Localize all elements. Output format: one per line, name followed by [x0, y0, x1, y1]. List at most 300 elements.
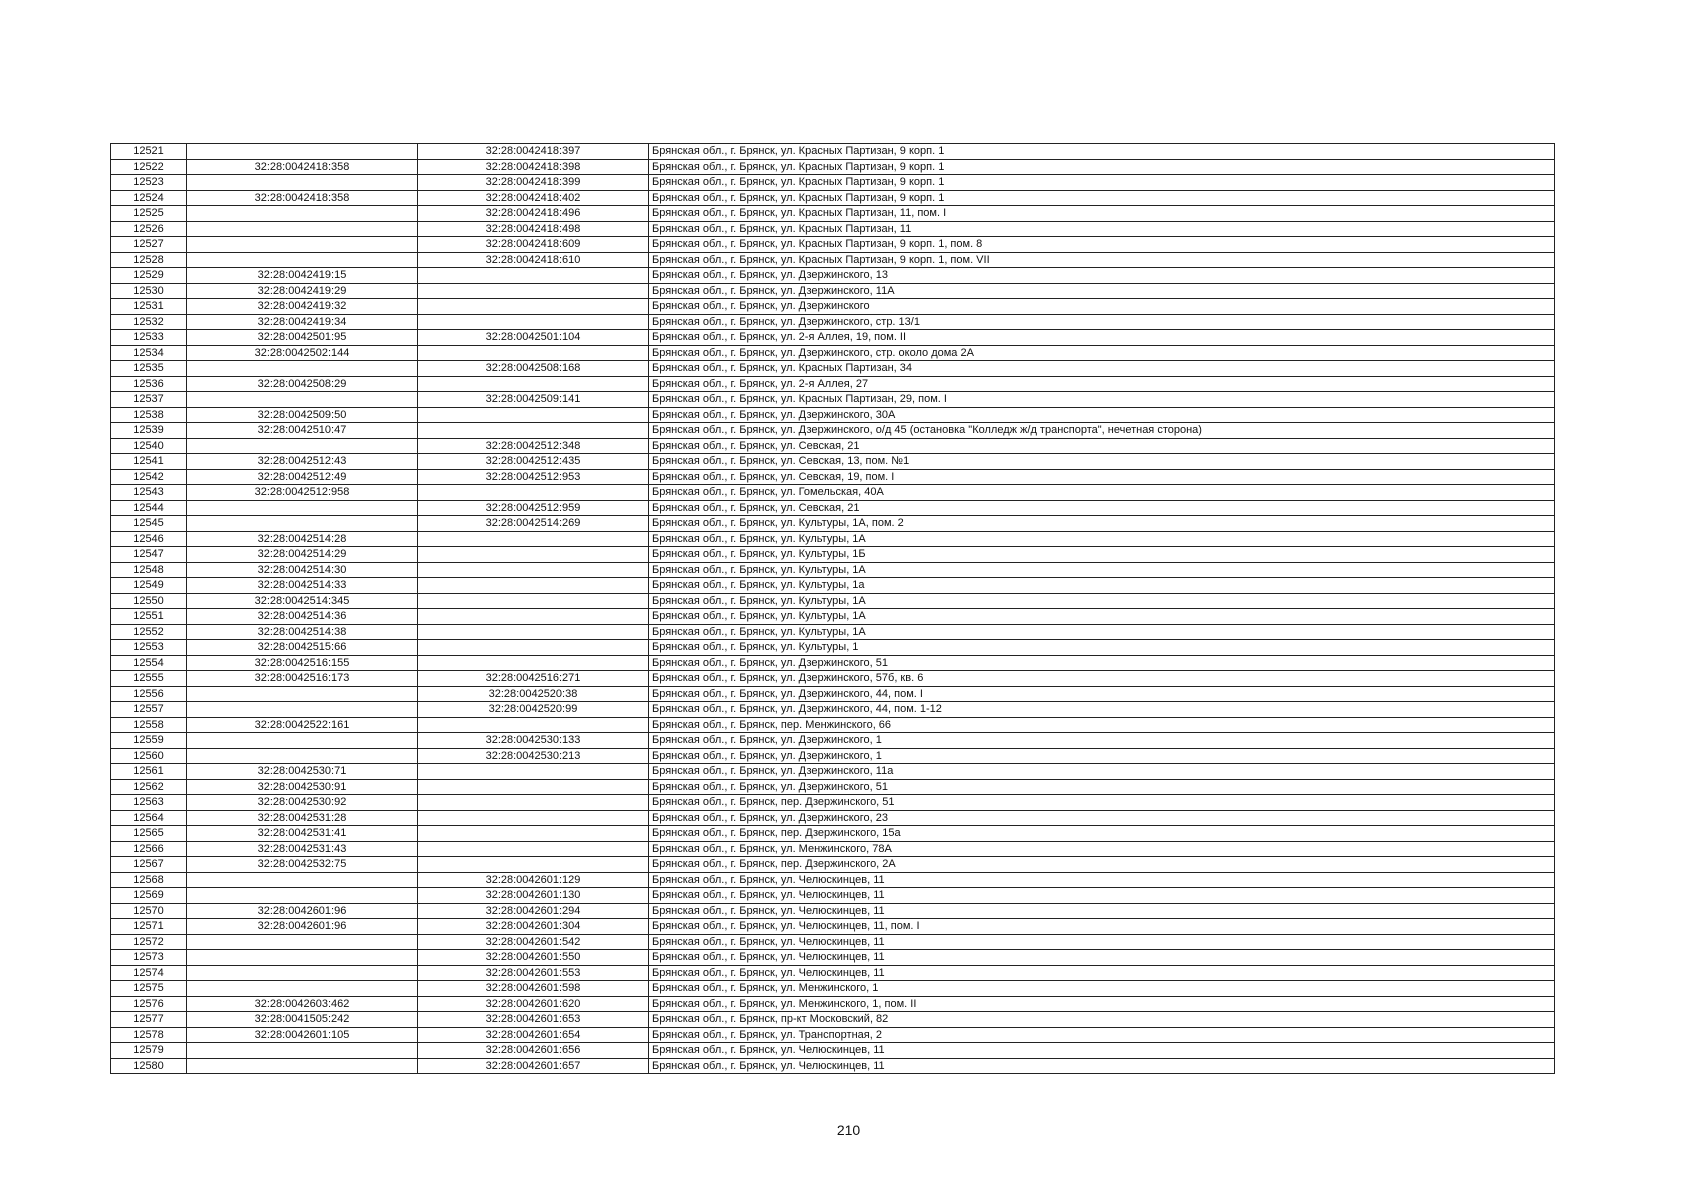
object-cadastral-cell — [418, 717, 649, 733]
parcel-cadastral-cell: 32:28:0042418:358 — [187, 190, 418, 206]
object-cadastral-cell: 32:28:0042418:498 — [418, 221, 649, 237]
row-number-cell: 12555 — [111, 671, 187, 687]
object-cadastral-cell — [418, 810, 649, 826]
parcel-cadastral-cell — [187, 981, 418, 997]
table-row — [111, 748, 1555, 764]
row-number-cell: 12576 — [111, 996, 187, 1012]
object-cadastral-cell — [418, 609, 649, 625]
row-number-cell: 12534 — [111, 345, 187, 361]
address-cell: Брянская обл., г. Брянск, ул. Дзержинского, 23 — [649, 810, 1555, 826]
object-cadastral-cell — [418, 624, 649, 640]
table-row — [111, 283, 1555, 299]
address-cell: Брянская обл., г. Брянск, ул. Менжинского, 1 — [649, 981, 1555, 997]
parcel-cadastral-cell: 32:28:0042516:155 — [187, 655, 418, 671]
row-number-cell: 12552 — [111, 624, 187, 640]
parcel-cadastral-cell — [187, 950, 418, 966]
table-row — [111, 1043, 1555, 1059]
address-cell: Брянская обл., г. Брянск, ул. Дзержинского, 57б, кв. 6 — [649, 671, 1555, 687]
table-row — [111, 516, 1555, 532]
row-number-cell: 12573 — [111, 950, 187, 966]
parcel-cadastral-cell — [187, 516, 418, 532]
row-number-cell: 12575 — [111, 981, 187, 997]
table-row — [111, 485, 1555, 501]
object-cadastral-cell: 32:28:0042512:959 — [418, 500, 649, 516]
object-cadastral-cell — [418, 407, 649, 423]
row-number-cell: 12546 — [111, 531, 187, 547]
address-cell: Брянская обл., г. Брянск, пер. Менжинского, 66 — [649, 717, 1555, 733]
address-cell: Брянская обл., г. Брянск, ул. Севская, 13, пом. №1 — [649, 454, 1555, 470]
table-row — [111, 764, 1555, 780]
address-cell: Брянская обл., г. Брянск, ул. Дзержинского, 1 — [649, 748, 1555, 764]
row-number-cell: 12559 — [111, 733, 187, 749]
object-cadastral-cell: 32:28:0042418:402 — [418, 190, 649, 206]
address-cell: Брянская обл., г. Брянск, ул. Красных Партизан, 9 корп. 1, пом. VII — [649, 252, 1555, 268]
address-cell: Брянская обл., г. Брянск, ул. Культуры, 1А — [649, 562, 1555, 578]
object-cadastral-cell: 32:28:0042418:397 — [418, 144, 649, 160]
object-cadastral-cell: 32:28:0042418:399 — [418, 175, 649, 191]
address-cell: Брянская обл., г. Брянск, пер. Дзержинского, 15а — [649, 826, 1555, 842]
table-row — [111, 609, 1555, 625]
object-cadastral-cell — [418, 640, 649, 656]
object-cadastral-cell: 32:28:0042601:130 — [418, 888, 649, 904]
object-cadastral-cell: 32:28:0042601:129 — [418, 872, 649, 888]
object-cadastral-cell — [418, 562, 649, 578]
address-cell: Брянская обл., г. Брянск, ул. Дзержинского, стр. около дома 2А — [649, 345, 1555, 361]
address-cell: Брянская обл., г. Брянск, ул. Культуры, 1Б — [649, 547, 1555, 563]
table-row — [111, 857, 1555, 873]
object-cadastral-cell: 32:28:0042601:653 — [418, 1012, 649, 1028]
row-number-cell: 12535 — [111, 361, 187, 377]
object-cadastral-cell — [418, 826, 649, 842]
table-row — [111, 330, 1555, 346]
table-row — [111, 795, 1555, 811]
table-row — [111, 237, 1555, 253]
row-number-cell: 12543 — [111, 485, 187, 501]
row-number-cell: 12550 — [111, 593, 187, 609]
object-cadastral-cell: 32:28:0042601:654 — [418, 1027, 649, 1043]
page-number: 210 — [836, 1122, 861, 1138]
address-cell: Брянская обл., г. Брянск, ул. Красных Партизан, 9 корп. 1 — [649, 175, 1555, 191]
table-row — [111, 159, 1555, 175]
address-cell: Брянская обл., г. Брянск, ул. Челюскинцев, 11 — [649, 934, 1555, 950]
parcel-cadastral-cell: 32:28:0042514:30 — [187, 562, 418, 578]
parcel-cadastral-cell: 32:28:0042502:144 — [187, 345, 418, 361]
parcel-cadastral-cell: 32:28:0042514:345 — [187, 593, 418, 609]
row-number-cell: 12533 — [111, 330, 187, 346]
table-row — [111, 175, 1555, 191]
row-number-cell: 12540 — [111, 438, 187, 454]
parcel-cadastral-cell: 32:28:0042501:95 — [187, 330, 418, 346]
parcel-cadastral-cell — [187, 206, 418, 222]
object-cadastral-cell: 32:28:0042418:496 — [418, 206, 649, 222]
row-number-cell: 12564 — [111, 810, 187, 826]
table-row — [111, 407, 1555, 423]
parcel-cadastral-cell: 32:28:0042514:29 — [187, 547, 418, 563]
parcel-cadastral-cell — [187, 934, 418, 950]
row-number-cell: 12532 — [111, 314, 187, 330]
address-cell: Брянская обл., г. Брянск, ул. Челюскинцев, 11 — [649, 1043, 1555, 1059]
object-cadastral-cell: 32:28:0042418:610 — [418, 252, 649, 268]
parcel-cadastral-cell: 32:28:0042601:105 — [187, 1027, 418, 1043]
address-cell: Брянская обл., г. Брянск, ул. Челюскинцев, 11 — [649, 903, 1555, 919]
object-cadastral-cell: 32:28:0042509:141 — [418, 392, 649, 408]
row-number-cell: 12551 — [111, 609, 187, 625]
row-number-cell: 12569 — [111, 888, 187, 904]
table-row — [111, 1012, 1555, 1028]
table-row — [111, 268, 1555, 284]
parcel-cadastral-cell — [187, 221, 418, 237]
table-row — [111, 1027, 1555, 1043]
object-cadastral-cell — [418, 547, 649, 563]
address-cell: Брянская обл., г. Брянск, ул. Челюскинцев, 11 — [649, 950, 1555, 966]
object-cadastral-cell — [418, 376, 649, 392]
address-cell: Брянская обл., г. Брянск, ул. Челюскинцев, 11 — [649, 965, 1555, 981]
row-number-cell: 12529 — [111, 268, 187, 284]
parcel-cadastral-cell: 32:28:0042512:43 — [187, 454, 418, 470]
parcel-cadastral-cell: 32:28:0042419:15 — [187, 268, 418, 284]
table-row — [111, 578, 1555, 594]
row-number-cell: 12545 — [111, 516, 187, 532]
object-cadastral-cell: 32:28:0042512:348 — [418, 438, 649, 454]
object-cadastral-cell: 32:28:0042501:104 — [418, 330, 649, 346]
object-cadastral-cell: 32:28:0042601:656 — [418, 1043, 649, 1059]
object-cadastral-cell — [418, 655, 649, 671]
object-cadastral-cell: 32:28:0042530:133 — [418, 733, 649, 749]
object-cadastral-cell — [418, 593, 649, 609]
table-row — [111, 531, 1555, 547]
object-cadastral-cell — [418, 485, 649, 501]
table-row — [111, 841, 1555, 857]
row-number-cell: 12541 — [111, 454, 187, 470]
parcel-cadastral-cell — [187, 175, 418, 191]
parcel-cadastral-cell — [187, 872, 418, 888]
row-number-cell: 12554 — [111, 655, 187, 671]
object-cadastral-cell — [418, 283, 649, 299]
address-cell: Брянская обл., г. Брянск, пер. Дзержинского, 2А — [649, 857, 1555, 873]
table-row — [111, 345, 1555, 361]
address-cell: Брянская обл., г. Брянск, ул. Севская, 21 — [649, 438, 1555, 454]
row-number-cell: 12548 — [111, 562, 187, 578]
parcel-cadastral-cell: 32:28:0042419:34 — [187, 314, 418, 330]
parcel-cadastral-cell: 32:28:0042509:50 — [187, 407, 418, 423]
row-number-cell: 12563 — [111, 795, 187, 811]
table-row — [111, 624, 1555, 640]
parcel-cadastral-cell: 32:28:0042512:958 — [187, 485, 418, 501]
table-row — [111, 314, 1555, 330]
object-cadastral-cell: 32:28:0042601:598 — [418, 981, 649, 997]
parcel-cadastral-cell — [187, 686, 418, 702]
address-cell: Брянская обл., г. Брянск, ул. 2-я Аллея, 27 — [649, 376, 1555, 392]
table-row — [111, 593, 1555, 609]
row-number-cell: 12572 — [111, 934, 187, 950]
row-number-cell: 12524 — [111, 190, 187, 206]
object-cadastral-cell — [418, 345, 649, 361]
address-cell: Брянская обл., г. Брянск, пр-кт Московский, 82 — [649, 1012, 1555, 1028]
address-cell: Брянская обл., г. Брянск, ул. Дзержинского, 30А — [649, 407, 1555, 423]
row-number-cell: 12561 — [111, 764, 187, 780]
address-cell: Брянская обл., г. Брянск, ул. Дзержинского, 51 — [649, 655, 1555, 671]
parcel-cadastral-cell: 32:28:0042510:47 — [187, 423, 418, 439]
object-cadastral-cell — [418, 268, 649, 284]
parcel-cadastral-cell: 32:28:0042515:66 — [187, 640, 418, 656]
address-cell: Брянская обл., г. Брянск, ул. Севская, 19, пом. I — [649, 469, 1555, 485]
table-row — [111, 190, 1555, 206]
address-cell: Брянская обл., г. Брянск, ул. Красных Партизан, 9 корп. 1 — [649, 159, 1555, 175]
address-cell: Брянская обл., г. Брянск, ул. Транспортная, 2 — [649, 1027, 1555, 1043]
row-number-cell: 12567 — [111, 857, 187, 873]
parcel-cadastral-cell: 32:28:0042603:462 — [187, 996, 418, 1012]
parcel-cadastral-cell: 32:28:0042531:41 — [187, 826, 418, 842]
object-cadastral-cell — [418, 531, 649, 547]
parcel-cadastral-cell: 32:28:0042522:161 — [187, 717, 418, 733]
row-number-cell: 12528 — [111, 252, 187, 268]
parcel-cadastral-cell: 32:28:0042530:91 — [187, 779, 418, 795]
parcel-cadastral-cell — [187, 702, 418, 718]
table-row — [111, 438, 1555, 454]
table-row — [111, 299, 1555, 315]
table-row — [111, 686, 1555, 702]
parcel-cadastral-cell — [187, 1058, 418, 1074]
address-cell: Брянская обл., г. Брянск, ул. Красных Партизан, 9 корп. 1 — [649, 144, 1555, 160]
table-row — [111, 981, 1555, 997]
table-row — [111, 810, 1555, 826]
object-cadastral-cell — [418, 423, 649, 439]
table-row — [111, 919, 1555, 935]
parcel-cadastral-cell — [187, 361, 418, 377]
table-row — [111, 655, 1555, 671]
object-cadastral-cell: 32:28:0042418:609 — [418, 237, 649, 253]
row-number-cell: 12570 — [111, 903, 187, 919]
parcel-cadastral-cell: 32:28:0042531:28 — [187, 810, 418, 826]
address-cell: Брянская обл., г. Брянск, ул. Культуры, 1А, пом. 2 — [649, 516, 1555, 532]
row-number-cell: 12544 — [111, 500, 187, 516]
parcel-cadastral-cell — [187, 748, 418, 764]
table-row — [111, 376, 1555, 392]
row-number-cell: 12531 — [111, 299, 187, 315]
object-cadastral-cell — [418, 779, 649, 795]
registry-table-body — [111, 144, 1555, 1074]
object-cadastral-cell: 32:28:0042512:435 — [418, 454, 649, 470]
address-cell: Брянская обл., г. Брянск, ул. Культуры, 1А — [649, 624, 1555, 640]
object-cadastral-cell — [418, 857, 649, 873]
parcel-cadastral-cell: 32:28:0042419:29 — [187, 283, 418, 299]
table-row — [111, 206, 1555, 222]
table-row — [111, 872, 1555, 888]
table-row — [111, 826, 1555, 842]
object-cadastral-cell: 32:28:0042601:304 — [418, 919, 649, 935]
row-number-cell: 12538 — [111, 407, 187, 423]
table-row — [111, 965, 1555, 981]
row-number-cell: 12578 — [111, 1027, 187, 1043]
table-row — [111, 144, 1555, 160]
parcel-cadastral-cell: 32:28:0042514:33 — [187, 578, 418, 594]
row-number-cell: 12526 — [111, 221, 187, 237]
parcel-cadastral-cell: 32:28:0042419:32 — [187, 299, 418, 315]
address-cell: Брянская обл., г. Брянск, ул. Дзержинского — [649, 299, 1555, 315]
address-cell: Брянская обл., г. Брянск, ул. Дзержинского, 1 — [649, 733, 1555, 749]
object-cadastral-cell: 32:28:0042520:99 — [418, 702, 649, 718]
row-number-cell: 12521 — [111, 144, 187, 160]
object-cadastral-cell: 32:28:0042601:550 — [418, 950, 649, 966]
address-cell: Брянская обл., г. Брянск, ул. Челюскинцев, 11 — [649, 1058, 1555, 1074]
address-cell: Брянская обл., г. Брянск, ул. Дзержинского, 51 — [649, 779, 1555, 795]
row-number-cell: 12556 — [111, 686, 187, 702]
parcel-cadastral-cell: 32:28:0042530:71 — [187, 764, 418, 780]
row-number-cell: 12562 — [111, 779, 187, 795]
parcel-cadastral-cell — [187, 237, 418, 253]
row-number-cell: 12547 — [111, 547, 187, 563]
row-number-cell: 12542 — [111, 469, 187, 485]
row-number-cell: 12530 — [111, 283, 187, 299]
object-cadastral-cell: 32:28:0042601:542 — [418, 934, 649, 950]
address-cell: Брянская обл., г. Брянск, ул. Челюскинцев, 11, пом. I — [649, 919, 1555, 935]
row-number-cell: 12580 — [111, 1058, 187, 1074]
row-number-cell: 12525 — [111, 206, 187, 222]
parcel-cadastral-cell: 32:28:0042531:43 — [187, 841, 418, 857]
object-cadastral-cell: 32:28:0042601:553 — [418, 965, 649, 981]
address-cell: Брянская обл., г. Брянск, ул. Культуры, 1А — [649, 531, 1555, 547]
table-row — [111, 934, 1555, 950]
address-cell: Брянская обл., г. Брянск, ул. Красных Партизан, 9 корп. 1, пом. 8 — [649, 237, 1555, 253]
object-cadastral-cell — [418, 764, 649, 780]
parcel-cadastral-cell — [187, 252, 418, 268]
object-cadastral-cell — [418, 795, 649, 811]
table-row — [111, 423, 1555, 439]
table-row — [111, 903, 1555, 919]
object-cadastral-cell: 32:28:0042418:398 — [418, 159, 649, 175]
table-row — [111, 702, 1555, 718]
address-cell: Брянская обл., г. Брянск, ул. Дзержинского, стр. 13/1 — [649, 314, 1555, 330]
object-cadastral-cell — [418, 314, 649, 330]
object-cadastral-cell: 32:28:0042601:620 — [418, 996, 649, 1012]
object-cadastral-cell — [418, 841, 649, 857]
row-number-cell: 12571 — [111, 919, 187, 935]
row-number-cell: 12527 — [111, 237, 187, 253]
row-number-cell: 12537 — [111, 392, 187, 408]
address-cell: Брянская обл., г. Брянск, ул. Культуры, 1а — [649, 578, 1555, 594]
parcel-cadastral-cell — [187, 438, 418, 454]
address-cell: Брянская обл., г. Брянск, ул. Дзержинского, 11А — [649, 283, 1555, 299]
object-cadastral-cell: 32:28:0042601:657 — [418, 1058, 649, 1074]
parcel-cadastral-cell — [187, 392, 418, 408]
parcel-cadastral-cell — [187, 1043, 418, 1059]
address-cell: Брянская обл., г. Брянск, ул. Гомельская, 40А — [649, 485, 1555, 501]
table-row — [111, 1058, 1555, 1074]
address-cell: Брянская обл., г. Брянск, ул. Челюскинцев, 11 — [649, 888, 1555, 904]
parcel-cadastral-cell — [187, 733, 418, 749]
object-cadastral-cell: 32:28:0042530:213 — [418, 748, 649, 764]
row-number-cell: 12536 — [111, 376, 187, 392]
row-number-cell: 12579 — [111, 1043, 187, 1059]
table-row — [111, 454, 1555, 470]
parcel-cadastral-cell — [187, 965, 418, 981]
table-row — [111, 562, 1555, 578]
parcel-cadastral-cell — [187, 144, 418, 160]
address-cell: Брянская обл., г. Брянск, ул. Севская, 21 — [649, 500, 1555, 516]
parcel-cadastral-cell: 32:28:0042601:96 — [187, 919, 418, 935]
table-row — [111, 996, 1555, 1012]
table-row — [111, 640, 1555, 656]
table-row — [111, 221, 1555, 237]
table-row — [111, 500, 1555, 516]
table-row — [111, 392, 1555, 408]
address-cell: Брянская обл., г. Брянск, ул. 2-я Аллея, 19, пом. II — [649, 330, 1555, 346]
address-cell: Брянская обл., г. Брянск, ул. Менжинского, 1, пом. II — [649, 996, 1555, 1012]
address-cell: Брянская обл., г. Брянск, ул. Дзержинского, 44, пом. I — [649, 686, 1555, 702]
address-cell: Брянская обл., г. Брянск, ул. Менжинского, 78А — [649, 841, 1555, 857]
address-cell: Брянская обл., г. Брянск, ул. Культуры, 1А — [649, 593, 1555, 609]
parcel-cadastral-cell: 32:28:0042516:173 — [187, 671, 418, 687]
row-number-cell: 12574 — [111, 965, 187, 981]
object-cadastral-cell: 32:28:0042514:269 — [418, 516, 649, 532]
parcel-cadastral-cell — [187, 888, 418, 904]
row-number-cell: 12523 — [111, 175, 187, 191]
row-number-cell: 12565 — [111, 826, 187, 842]
object-cadastral-cell — [418, 299, 649, 315]
object-cadastral-cell: 32:28:0042520:38 — [418, 686, 649, 702]
object-cadastral-cell — [418, 578, 649, 594]
table-row — [111, 671, 1555, 687]
table-row — [111, 733, 1555, 749]
registry-table — [110, 143, 1555, 1074]
parcel-cadastral-cell: 32:28:0042601:96 — [187, 903, 418, 919]
table-row — [111, 469, 1555, 485]
table-row — [111, 547, 1555, 563]
address-cell: Брянская обл., г. Брянск, ул. Красных Партизан, 9 корп. 1 — [649, 190, 1555, 206]
object-cadastral-cell: 32:28:0042601:294 — [418, 903, 649, 919]
address-cell: Брянская обл., г. Брянск, ул. Дзержинского, о/д 45 (остановка "Колледж ж/д транспорта", нечетная сторона) — [649, 423, 1555, 439]
parcel-cadastral-cell: 32:28:0042512:49 — [187, 469, 418, 485]
row-number-cell: 12539 — [111, 423, 187, 439]
row-number-cell: 12549 — [111, 578, 187, 594]
parcel-cadastral-cell: 32:28:0042530:92 — [187, 795, 418, 811]
parcel-cadastral-cell: 32:28:0042532:75 — [187, 857, 418, 873]
object-cadastral-cell: 32:28:0042508:168 — [418, 361, 649, 377]
address-cell: Брянская обл., г. Брянск, ул. Челюскинцев, 11 — [649, 872, 1555, 888]
object-cadastral-cell: 32:28:0042512:953 — [418, 469, 649, 485]
parcel-cadastral-cell: 32:28:0042514:38 — [187, 624, 418, 640]
table-row — [111, 717, 1555, 733]
address-cell: Брянская обл., г. Брянск, ул. Красных Партизан, 34 — [649, 361, 1555, 377]
row-number-cell: 12566 — [111, 841, 187, 857]
table-row — [111, 888, 1555, 904]
address-cell: Брянская обл., г. Брянск, ул. Культуры, 1А — [649, 609, 1555, 625]
parcel-cadastral-cell: 32:28:0042418:358 — [187, 159, 418, 175]
row-number-cell: 12577 — [111, 1012, 187, 1028]
address-cell: Брянская обл., г. Брянск, ул. Красных Партизан, 11 — [649, 221, 1555, 237]
object-cadastral-cell: 32:28:0042516:271 — [418, 671, 649, 687]
row-number-cell: 12553 — [111, 640, 187, 656]
row-number-cell: 12560 — [111, 748, 187, 764]
parcel-cadastral-cell: 32:28:0042508:29 — [187, 376, 418, 392]
parcel-cadastral-cell: 32:28:0041505:242 — [187, 1012, 418, 1028]
row-number-cell: 12568 — [111, 872, 187, 888]
address-cell: Брянская обл., г. Брянск, ул. Дзержинского, 44, пом. 1-12 — [649, 702, 1555, 718]
row-number-cell: 12557 — [111, 702, 187, 718]
table-row — [111, 252, 1555, 268]
table-row — [111, 779, 1555, 795]
row-number-cell: 12522 — [111, 159, 187, 175]
address-cell: Брянская обл., г. Брянск, пер. Дзержинского, 51 — [649, 795, 1555, 811]
address-cell: Брянская обл., г. Брянск, ул. Красных Партизан, 11, пом. I — [649, 206, 1555, 222]
parcel-cadastral-cell — [187, 500, 418, 516]
table-row — [111, 950, 1555, 966]
row-number-cell: 12558 — [111, 717, 187, 733]
address-cell: Брянская обл., г. Брянск, ул. Красных Партизан, 29, пом. I — [649, 392, 1555, 408]
address-cell: Брянская обл., г. Брянск, ул. Дзержинского, 13 — [649, 268, 1555, 284]
address-cell: Брянская обл., г. Брянск, ул. Культуры, 1 — [649, 640, 1555, 656]
address-cell: Брянская обл., г. Брянск, ул. Дзержинского, 11а — [649, 764, 1555, 780]
